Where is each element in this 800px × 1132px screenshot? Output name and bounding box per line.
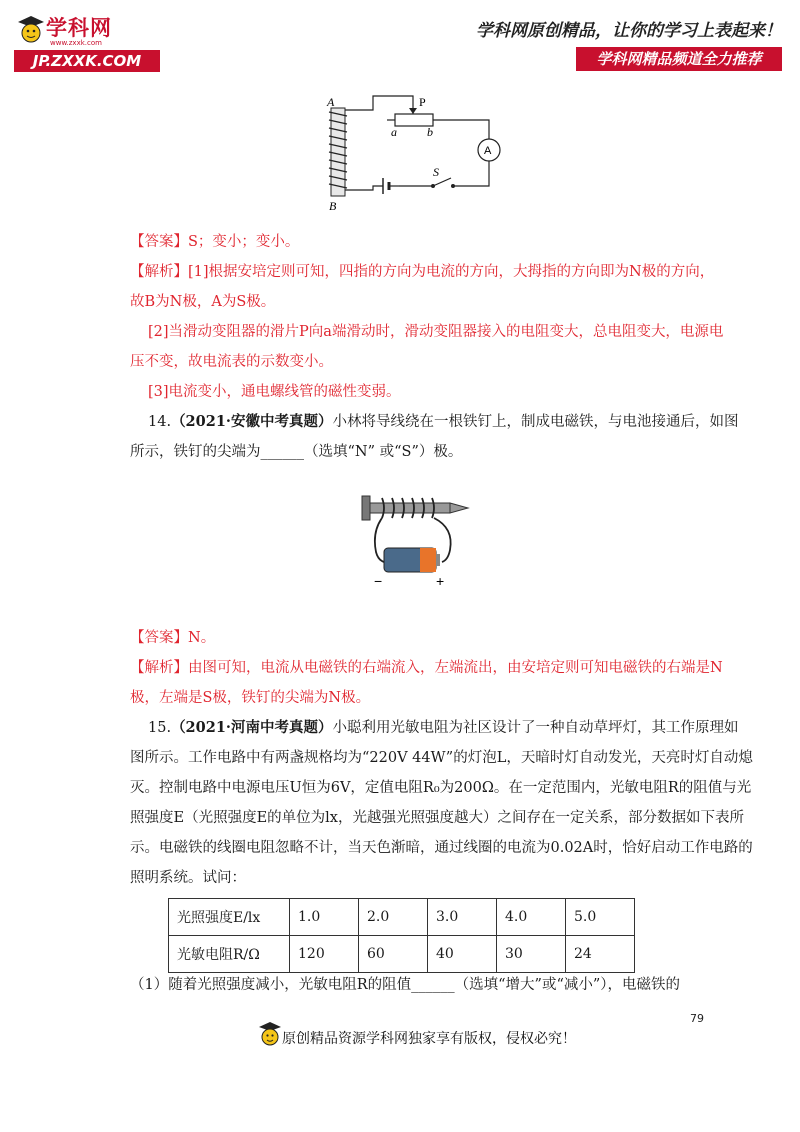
q15-stem-5: 示。电磁铁的线圈电阻忽略不计，当天色渐暗，通过线圈的电流为0.02A时，恰好启动工作电路的 bbox=[130, 840, 753, 856]
logo-domain: www.zxxk.com bbox=[50, 39, 102, 47]
label-switch: S bbox=[433, 165, 439, 179]
plus-label: + bbox=[436, 573, 445, 589]
logo-mascot-icon bbox=[16, 14, 46, 46]
table-cell: 40 bbox=[428, 936, 497, 973]
analysis-label: 【解析】 bbox=[130, 660, 188, 676]
answer-text: S；变小；变小。 bbox=[188, 234, 300, 250]
q14-stem-1 bbox=[148, 412, 738, 432]
electromagnet-figure bbox=[358, 482, 478, 592]
answer-text: N。 bbox=[188, 630, 216, 646]
table-cell: 5.0 bbox=[566, 899, 635, 936]
analysis-label: 【解析】 bbox=[130, 264, 188, 280]
footer-text: 原创精品资源学科网独家享有版权，侵权必究！ bbox=[282, 1031, 576, 1047]
table-cell: 30 bbox=[497, 936, 566, 973]
table-cell: 24 bbox=[566, 936, 635, 973]
data-table bbox=[168, 898, 635, 973]
label-b-bottom: B bbox=[329, 199, 337, 213]
q13-analysis-3: [2]当滑动变阻器的滑片P向a端滑动时，滑动变阻器接入的电阻变大，总电阻变大，电源电 bbox=[148, 324, 724, 340]
question-source: （2021·河南中考真题） bbox=[171, 719, 333, 736]
q15-sub1: （1）随着光照强度减小，光敏电阻R的阻值______（选填“增大”或“减小”），电磁铁的 bbox=[130, 977, 681, 993]
q15-stem-3: 灭。控制电路中电源电压U恒为6V，定值电阻R₀为200Ω。在一定范围内，光敏电阻R的阻值与光 bbox=[130, 780, 752, 796]
q14-answer bbox=[130, 628, 215, 648]
table-row bbox=[169, 936, 635, 973]
table-row-head: 光照强度E/lx bbox=[169, 899, 290, 936]
page-number: 79 bbox=[690, 1012, 704, 1025]
answer-label: 【答案】 bbox=[130, 630, 188, 646]
q14-analysis-1 bbox=[130, 658, 723, 678]
answer-label: 【答案】 bbox=[130, 234, 188, 250]
question-number: 14. bbox=[148, 414, 172, 430]
label-b: b bbox=[427, 125, 433, 139]
table-cell: 3.0 bbox=[428, 899, 497, 936]
table-cell: 4.0 bbox=[497, 899, 566, 936]
table-cell: 60 bbox=[359, 936, 428, 973]
header-slogan: 学科网原创精品，让你的学习上表起来！ bbox=[476, 21, 782, 41]
label-ammeter: A bbox=[484, 145, 492, 157]
q14-stem-2: 所示，铁钉的尖端为______（选填“N” 或“S”）极。 bbox=[130, 444, 463, 460]
logo-name: 学科网 bbox=[46, 16, 112, 40]
q15-stem-4: 照强度E（光照强度E的单位为lx，光越强光照强度越大）之间存在一定关系，部分数据如下表所 bbox=[130, 810, 744, 826]
table-cell: 2.0 bbox=[359, 899, 428, 936]
q15-stem-1 bbox=[148, 718, 738, 738]
q15-stem-2: 图所示。工作电路中有两盏规格均为“220V 44W”的灯泡L，天暗时灯自动发光，天亮时灯自动熄 bbox=[130, 750, 753, 766]
label-a: a bbox=[391, 125, 397, 139]
question-source: （2021·安徽中考真题） bbox=[171, 413, 333, 430]
q13-analysis-5: [3]电流变小，通电螺线管的磁性变弱。 bbox=[148, 384, 401, 400]
footer-mascot-icon bbox=[258, 1020, 282, 1048]
question-text: 小林将导线绕在一根铁钉上，制成电磁铁，与电池接通后，如图 bbox=[332, 414, 739, 430]
q15-stem-6: 照明系统。试问： bbox=[130, 870, 246, 886]
question-number: 15. bbox=[148, 720, 172, 736]
circuit-diagram bbox=[315, 90, 515, 215]
analysis-text: 由图可知，电流从电磁铁的右端流入，左端流出，由安培定则可知电磁铁的右端是N bbox=[188, 660, 723, 676]
q13-answer bbox=[130, 232, 299, 252]
table-cell: 1.0 bbox=[290, 899, 359, 936]
q13-analysis-2: 故B为N极，A为S极。 bbox=[130, 294, 276, 310]
header-banner: 学科网精品频道全力推荐 bbox=[576, 47, 782, 71]
q13-analysis-4: 压不变，故电流表的示数变小。 bbox=[130, 354, 333, 370]
question-text: 小聪利用光敏电阻为社区设计了一种自动草坪灯，其工作原理如 bbox=[332, 720, 739, 736]
minus-label: − bbox=[374, 573, 383, 589]
label-a-top: A bbox=[327, 95, 335, 109]
table-row bbox=[169, 899, 635, 936]
table-row-head: 光敏电阻R/Ω bbox=[169, 936, 290, 973]
q13-analysis-1 bbox=[130, 262, 714, 282]
logo-url[interactable]: JP.ZXXK.COM bbox=[14, 50, 160, 72]
table-cell: 120 bbox=[290, 936, 359, 973]
q14-analysis-2: 极，左端是S极，铁钉的尖端为N极。 bbox=[130, 690, 371, 706]
label-p: P bbox=[419, 95, 426, 109]
analysis-text: [1]根据安培定则可知，四指的方向为电流的方向，大拇指的方向即为N极的方向， bbox=[188, 264, 715, 280]
